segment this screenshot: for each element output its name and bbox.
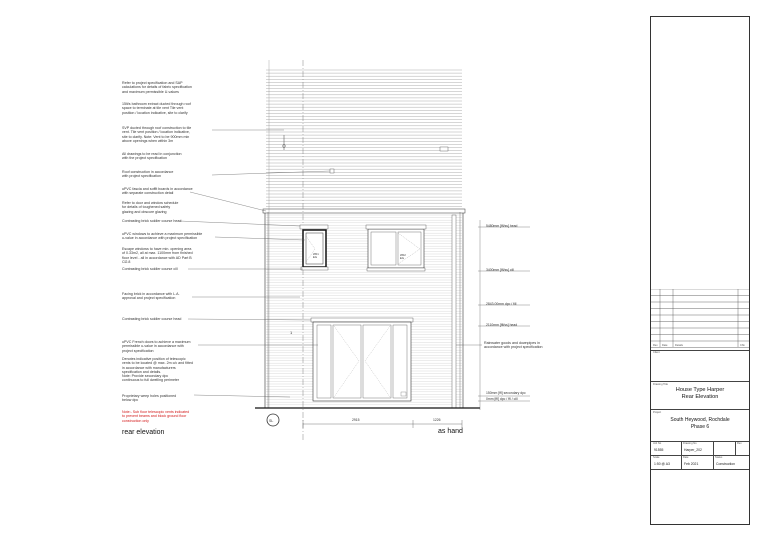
svg-text:SL: SL [269, 419, 274, 423]
svg-text:1: 1 [290, 330, 293, 335]
level-cill: 3400mm [ffl/ss] cill [486, 268, 514, 272]
dimension-1226: 1226 [433, 418, 441, 422]
level-head-lower: 2110mm [ffl/ss] head [486, 323, 518, 327]
note-read-in-conjunction: All drawings to be read in conjunction with the project specification [122, 152, 182, 161]
roof-tiles [266, 70, 462, 206]
tile-vent [440, 147, 448, 151]
field-status-value: Construction [716, 462, 736, 466]
note-bathroom-extract: 15lt/s bathroom extract ducted through roof space to terminate at tile vent Tile vent position / location indicative, site to clarify [122, 102, 191, 115]
note-telescopic-vents: Denotes indicative position of telescopic vents to be located @ max. 2m c/c and fitted in accordance with manufacturers specification and details. Note: Provide secondary dpc continuous to full dwelling perimeter [122, 357, 193, 383]
window-tag-w02: W02 EG [400, 253, 406, 261]
window-w01 [303, 230, 326, 267]
note-windows-uvalue: uPVC windows to achieve a maximum permissible u-value in accordance with project specification [122, 232, 203, 241]
rev-header-details: Details [675, 344, 683, 347]
field-scale-value: 1:50 @ A3 [654, 462, 670, 466]
window-tag-w01: W01 EG [313, 252, 319, 260]
downpipe [452, 215, 456, 408]
window-w02 [367, 229, 425, 271]
handing-label: as hand [438, 428, 463, 435]
note-escape-windows: Escape windows to have min. opening area of 0.33m2, all at max. 1100mm from finished floor level - all in accordance with AD Part B Cl2.8 [122, 247, 193, 264]
dimension-2915: 2915 [352, 418, 360, 422]
rev-header-chk: Chk [740, 344, 745, 347]
note-glazing-schedule: Refer to door and window schedule for details of toughened safety glazing and obscure glazing [122, 201, 179, 214]
note-fabric-spec: Refer to project specification and SAP calculations for details of fabric specification and maximum permissible U-values [122, 81, 192, 94]
note-red-subfloor: Note:- Sub floor telescopic vents indicated to prevent beams and block ground floor construction only [122, 410, 190, 423]
tile-vent-2 [330, 169, 334, 173]
note-weep-holes: Proprietary weep holes positioned below dpc [122, 394, 177, 403]
rev-header-date: Date [662, 344, 668, 347]
note-soldier-cill: Contrasting brick soldier course cill [122, 267, 178, 271]
note-soldier-head: Contrasting brick soldier course head [122, 219, 182, 223]
french-doors [311, 318, 413, 401]
client-caption: Client [653, 351, 660, 354]
field-status-caption: Status [715, 456, 723, 459]
field-scale-caption: Scale [653, 456, 660, 459]
rev-header-rev: Rev [653, 344, 658, 347]
level-dpc-fill: 2843.00mm dpc / fill [486, 302, 517, 306]
drawing-title-caption: Drawing Title [653, 383, 668, 386]
fascia [263, 209, 465, 213]
note-rainwater: Rainwater goods and downpipes in accordance with project specification [484, 341, 543, 350]
field-jobno-caption: Job No [653, 442, 662, 445]
project-name: South Heywood, Rochdale Phase 6 [670, 417, 730, 430]
field-jobno-value: 91555 [654, 448, 664, 452]
note-roof-construction: Roof construction in accordance with project specification [122, 170, 174, 179]
field-date-value: Feb 2021 [684, 462, 699, 466]
level-head-upper: 5480mm [ffl/ss] head [486, 224, 518, 228]
title-block [650, 16, 750, 525]
field-date-caption: Date [683, 456, 689, 459]
note-svp: SVP ducted through roof construction to tile vent. Tile vent position / location indicative, site to clarify. Note: Vent to be 900mm min above openings when within 3m [122, 126, 192, 143]
field-drawingno-value: Harper_202 [684, 448, 702, 452]
note-soldier-head-2: Contrasting brick soldier course head [122, 317, 182, 321]
field-drawingno-caption: Drawing No [683, 442, 697, 445]
level-secondary-dpc: 150mm [ffl] secondary dpc [486, 391, 526, 395]
drawing-title: House Type Harper Rear Elevation [675, 387, 725, 400]
level-lines [478, 220, 530, 410]
level-dpc-ffl: 0mm [ffl] dpc / ffl / cill [486, 397, 518, 401]
note-french-doors: uPVC French doors to achieve a maximum permissible u-value in accordance with project specification [122, 340, 191, 353]
view-label: rear elevation [122, 429, 165, 436]
note-fascia: uPVC fascia and soffit boards in accordance with separate construction detail [122, 187, 193, 196]
field-rev-caption: Rev [737, 442, 742, 445]
note-facing-brick: Facing brick in accordance with L.A. approval and project specification [122, 292, 180, 301]
project-caption: Project [653, 411, 662, 414]
